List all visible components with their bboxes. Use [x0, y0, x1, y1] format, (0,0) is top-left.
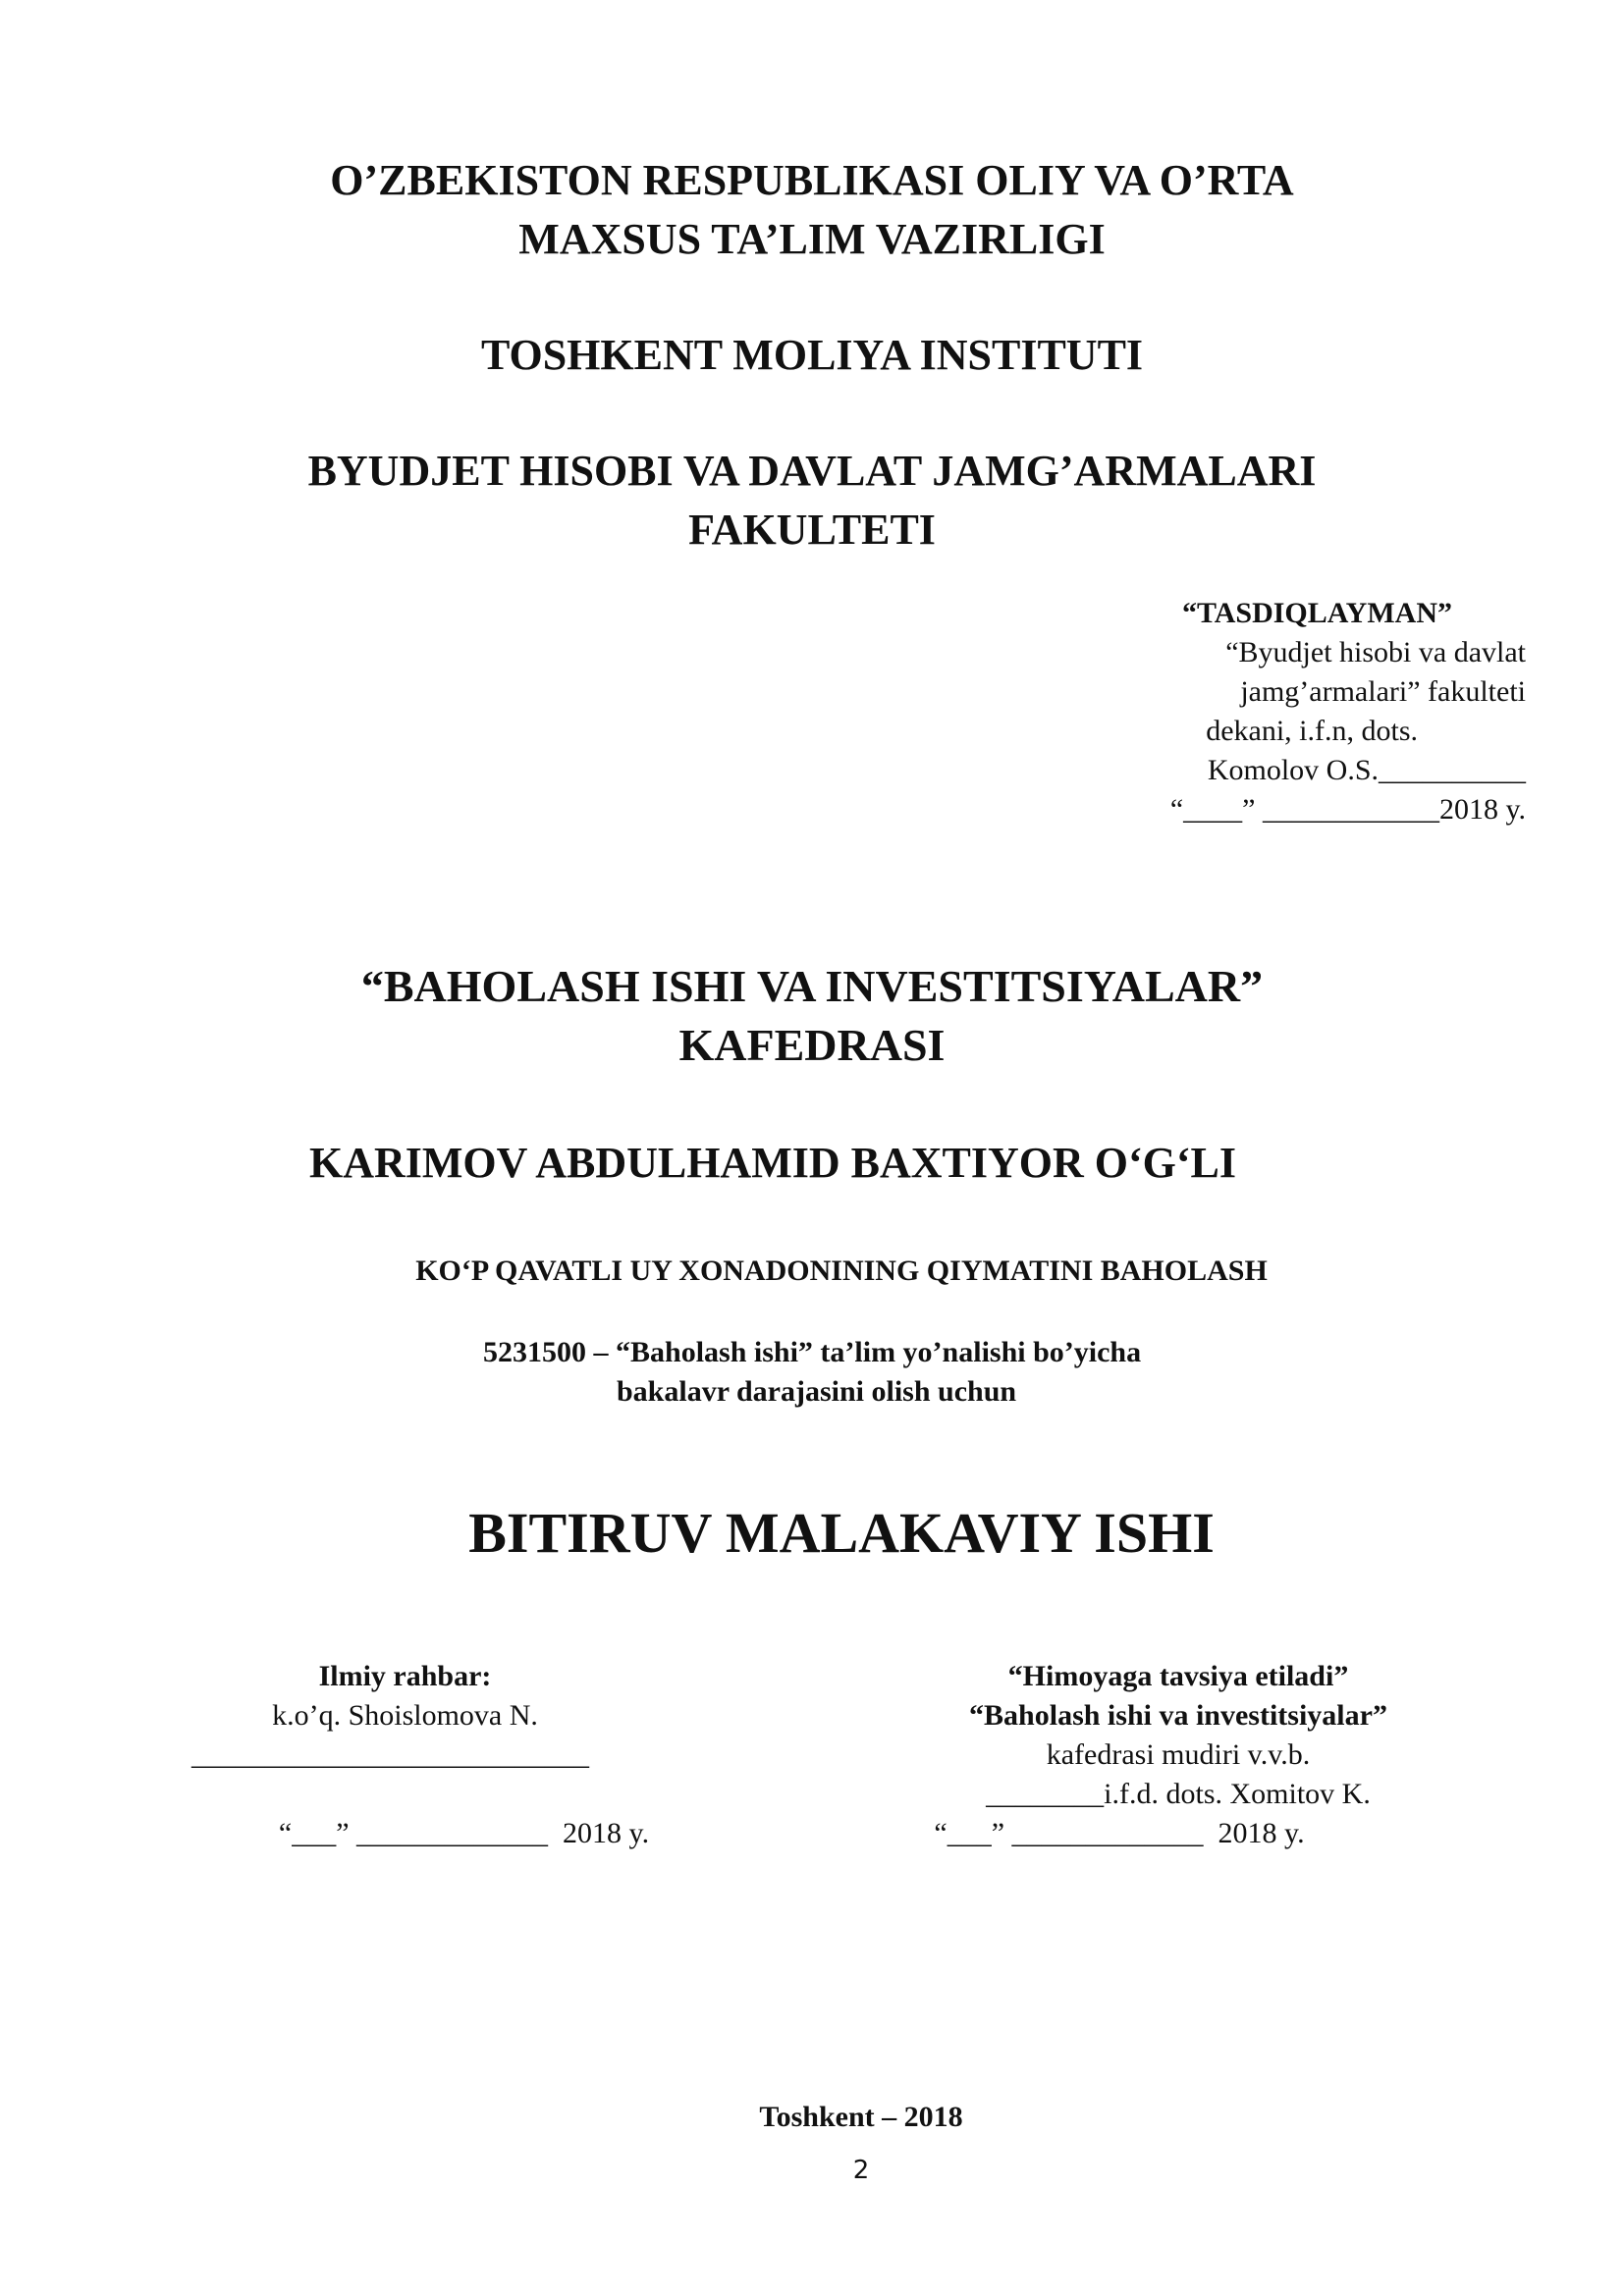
author-name: KARIMOV ABDULHAMID BAXTIYOR O‘G‘LI: [308, 1139, 1237, 1187]
thesis-topic: KO‘P QAVATLI UY XONADONINING QIYMATINI BAHOLASH: [415, 1255, 1268, 1287]
department-line-1: “BAHOLASH ISHI VA INVESTITSIYALAR”: [360, 961, 1264, 1011]
ministry-line-2: MAXSUS TA’LIM VAZIRLIGI: [518, 215, 1106, 263]
department-line-2: KAFEDRASI: [678, 1020, 946, 1070]
recommendation-date-line: “___” _____________ 2018 y.: [934, 1817, 1305, 1849]
recommendation-head-title: kafedrasi mudiri v.v.b.: [1046, 1738, 1311, 1771]
approval-date-line: “____” ____________2018 y.: [1169, 793, 1526, 826]
approval-title: “TASDIQLAYMAN”: [1181, 597, 1452, 629]
approval-line-1: “Byudjet hisobi va davlat: [1225, 636, 1526, 668]
ministry-line-1: O’ZBEKISTON RESPUBLIKASI OLIY VA O’RTA: [330, 156, 1294, 204]
approval-line-2: jamg’armalari” fakulteti: [1240, 675, 1526, 708]
approval-block: [1035, 594, 1526, 829]
supervisor-name: k.o’q. Shoislomova N.: [272, 1699, 538, 1732]
recommendation-department: “Baholash ishi va investitsiyalar”: [969, 1699, 1387, 1732]
supervisor-block: [177, 1657, 751, 1853]
program-line-1: 5231500 – “Baholash ishi” ta’lim yo’nalishi bo’yicha: [483, 1336, 1142, 1368]
recommendation-title: “Himoyaga tavsiya etiladi”: [1007, 1660, 1349, 1692]
supervisor-title: Ilmiy rahbar:: [318, 1660, 492, 1692]
page-number: 2: [852, 2156, 870, 2185]
faculty-line-1: BYUDJET HISOBI VA DAVLAT JAMG’ARMALARI: [307, 447, 1317, 495]
recommendation-head-name: ________i.f.d. dots. Xomitov K.: [986, 1778, 1371, 1810]
supervisor-date-line: “___” _____________ 2018 y.: [278, 1817, 650, 1849]
institute-name: TOSHKENT MOLIYA INSTITUTI: [480, 331, 1144, 379]
faculty-line-2: FAKULTETI: [688, 506, 936, 554]
approval-line-4: Komolov O.S.__________: [1207, 754, 1526, 786]
program-line-2: bakalavr darajasini olish uchun: [617, 1375, 1017, 1408]
approval-line-3: dekani, i.f.n, dots.: [1206, 715, 1418, 747]
recommendation-block: [884, 1657, 1473, 1853]
place-and-year: Toshkent – 2018: [759, 2101, 963, 2133]
supervisor-signature-line: ___________________________: [191, 1738, 589, 1771]
work-type-title: BITIRUV MALAKAVIY ISHI: [468, 1501, 1215, 1565]
